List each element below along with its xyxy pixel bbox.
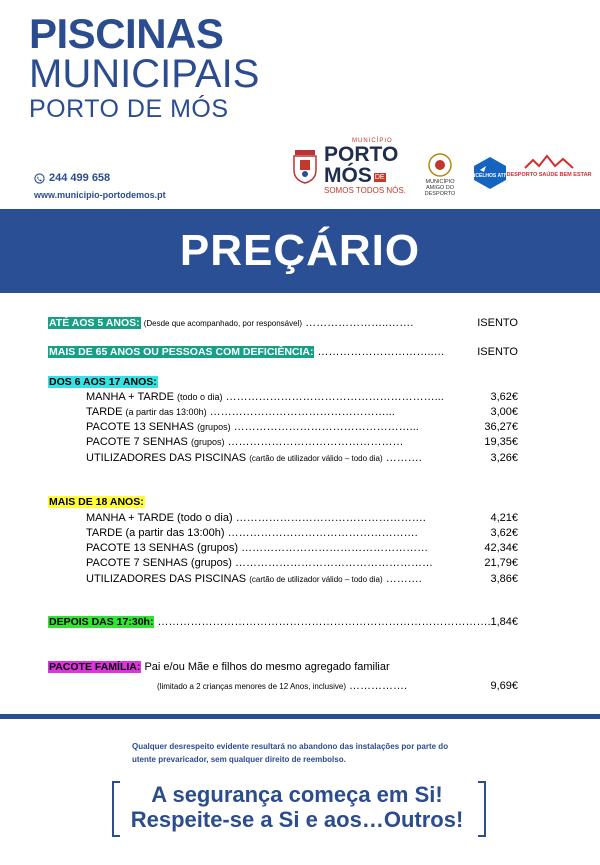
logo-cc-text: CONCELHOS ATIVOS [464,173,516,179]
dos6-item-5: UTILIZADORES DAS PISCINAS (cartão de utilizador válido – todo dia) ………. [86,452,422,464]
footer-note: Qualquer desrespeito evidente resultará no abandono das instalações por parte do utente prevaricador, sem qualquer direito de reembolso. [132,742,449,764]
mais18-value-2: 3,62€ [490,527,518,539]
label-mais18: MAIS DE 18 ANOS: [49,496,144,508]
dos6-value-1: 3,62€ [490,391,518,403]
label-dos6: DOS 6 AOS 17 ANOS: [49,376,157,388]
label-mais18-row [48,496,145,508]
mais18-value-4: 21,79€ [484,557,518,569]
label-ate5: ATÉ AOS 5 ANOS: [49,317,140,329]
mais18-item-1: MANHA + TARDE (todo o dia) ……………………………………………. [86,512,426,524]
value-familia: 9,69€ [490,680,518,692]
value-ate5: ISENTO [477,317,518,329]
dos6-item-2: TARDE (a partir das 13:00h) …………………………………………... [86,406,395,418]
footer-slogan [122,782,472,832]
mais18-item-2: TARDE (a partir das 13:00h) ……………………………………………. [86,527,418,539]
mais18-value-5: 3,86€ [490,573,518,585]
value-depois: 1,84€ [490,616,518,628]
row-ate5 [48,317,413,329]
mais18-value-1: 4,21€ [490,512,518,524]
logo-dsb-text: DESPORTO SAÚDE BEM ESTAR [506,172,592,178]
dots-depois: ………………………………………………………………………………. [157,616,491,628]
slogan-line1: A segurança começa em Si! [151,782,443,807]
precario-banner: PREÇÁRIO [0,209,600,293]
row-depois [48,616,491,628]
desc-familia: Pai e/ou Mãe e filhos do mesmo agregado familiar [144,661,390,673]
dos6-item-4: PACOTE 7 SENHAS (grupos) ………………………………………… [86,436,404,448]
mais18-value-3: 42,34€ [484,542,518,554]
label-familia: PACOTE FAMÍLIA: [49,661,141,673]
row-mais65 [48,346,445,358]
dots-familia: ……………. [349,680,408,692]
title-line2: MUNICIPAIS [29,52,260,96]
bracket-right [478,781,486,837]
divider [0,714,600,719]
phone-number: 244 499 658 [49,172,111,184]
note-ate5: (Desde que acompanhado, por responsável) [143,319,303,328]
dos6-item-1: MANHA + TARDE (todo o dia) …………………………………………………... [86,391,444,403]
dos6-value-3: 36,27€ [484,421,518,433]
bracket-left [112,781,120,837]
label-dos6-row [48,376,158,388]
logo-pm-slogan: SOMOS TODOS NÓS. [324,186,406,195]
dos6-item-3: PACOTE 13 SENHAS (grupos) …………………………………………... [86,421,419,433]
mais18-item-4: PACOTE 7 SENHAS (grupos) ……………………………………………… [86,557,433,569]
logo-pm-mos: MÓS [324,164,372,187]
value-mais65: ISENTO [477,346,518,358]
mais18-item-5: UTILIZADORES DAS PISCINAS (cartão de utilizador válido – todo dia) ………. [86,573,422,585]
dots-mais65: …………………………..… [317,346,445,358]
title-line1: PISCINAS [29,10,224,57]
mais18-item-3: PACOTE 13 SENHAS (grupos) …………………………………………… [86,542,429,554]
label-depois: DEPOIS DAS 17:30h: [49,616,154,628]
slogan-line2: Respeite-se a Si e aos…Outros! [130,807,464,832]
website-link[interactable]: www.municipio-portodemos.pt [34,190,166,200]
dots-ate5: …………………..……. [305,317,414,329]
dos6-value-4: 19,35€ [484,436,518,448]
logo-pm-porto: PORTO [324,143,399,166]
note-familia: (limitado a 2 crianças menores de 12 Anos, inclusive) [157,682,346,691]
row-familia [48,661,390,673]
logo-pm-small: MUNICÍPIO [352,138,393,144]
title-line3: PORTO DE MÓS [29,95,229,123]
logo-md-text: MUNICÍPIO AMIGO DO DESPORTO [424,179,456,197]
logo-pm-de: DE [374,174,385,182]
row-familia-note [157,680,407,692]
dos6-value-5: 3,26€ [490,452,518,464]
label-mais65: MAIS DE 65 ANOS OU PESSOAS COM DEFICIÊNCIA: [49,346,314,358]
dos6-value-2: 3,00€ [490,406,518,418]
